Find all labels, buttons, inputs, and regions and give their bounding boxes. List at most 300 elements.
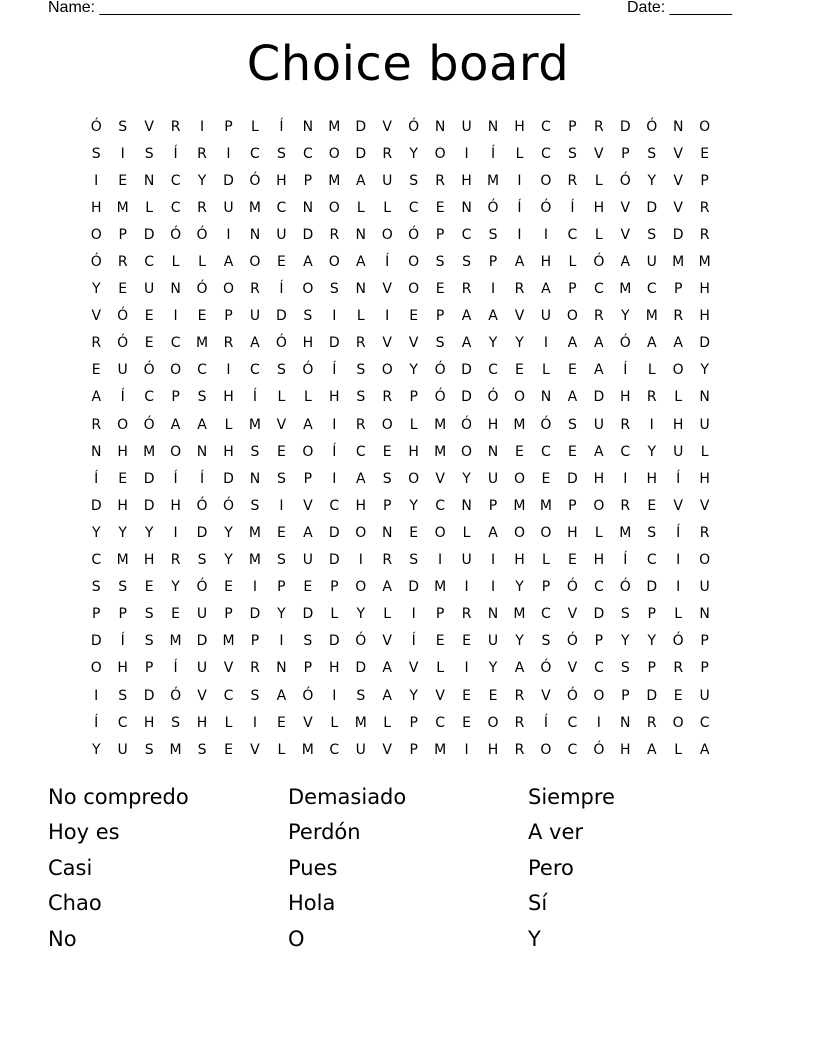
grid-cell: Y <box>144 524 154 541</box>
grid-cell: E <box>224 741 233 758</box>
grid-cell: M <box>328 172 341 189</box>
word-list-item: A ver <box>528 820 584 845</box>
grid-cell: S <box>329 281 339 298</box>
grid-cell: R <box>514 687 525 704</box>
grid-cell: S <box>409 172 419 189</box>
grid-cell: L <box>594 524 603 541</box>
grid-cell: S <box>91 579 101 596</box>
grid-cell: R <box>593 308 604 325</box>
grid-cell: I <box>332 308 337 325</box>
grid-cell: I <box>464 660 469 677</box>
grid-cell: M <box>248 199 261 216</box>
grid-cell: R <box>250 281 260 298</box>
grid-cell: A <box>382 579 392 596</box>
word-list-item: Perdón <box>288 820 361 845</box>
grid-row <box>83 276 718 303</box>
grid-cell: I <box>464 145 469 162</box>
grid-cell: E <box>144 335 154 352</box>
grid-cell: E <box>567 552 577 569</box>
grid-cell: N <box>276 660 287 677</box>
grid-cell: Y <box>515 579 524 596</box>
grid-cell: H <box>329 660 340 677</box>
grid-cell: Í <box>199 470 205 487</box>
grid-cell: M <box>434 443 447 460</box>
grid-cell: Í <box>517 199 522 216</box>
grid-cell: L <box>515 145 524 162</box>
grid-cell: L <box>251 118 259 135</box>
grid-cell: H <box>329 389 340 406</box>
grid-cell: N <box>699 389 710 406</box>
grid-cell: N <box>143 172 155 189</box>
page-title: Choice board <box>246 36 570 92</box>
grid-cell: I <box>490 579 496 596</box>
grid-cell: A <box>646 741 657 758</box>
grid-cell: S <box>382 470 392 487</box>
grid-cell: O <box>566 308 578 325</box>
grid-cell: A <box>594 443 604 460</box>
grid-cell: P <box>224 118 233 135</box>
grid-cell: D <box>223 172 234 189</box>
grid-cell: N <box>170 281 181 298</box>
grid-cell: Y <box>197 172 207 189</box>
grid-cell: E <box>567 443 577 460</box>
grid-cell: L <box>277 741 286 758</box>
word-search-grid <box>83 113 718 763</box>
grid-cell: R <box>197 199 207 216</box>
grid-cell: P <box>382 497 392 514</box>
grid-cell: A <box>197 416 207 433</box>
word-list-item: Sí <box>528 891 548 916</box>
grid-cell: H <box>487 416 499 433</box>
grid-cell: Y <box>621 308 630 325</box>
grid-cell: C <box>435 497 445 514</box>
grid-cell: V <box>435 687 445 704</box>
grid-cell: C <box>567 226 578 243</box>
grid-row <box>83 601 718 628</box>
grid-cell: D <box>672 226 684 243</box>
grid-cell: A <box>541 281 551 298</box>
grid-cell: Í <box>173 145 178 162</box>
grid-cell: Ó <box>196 579 208 596</box>
grid-cell: Ó <box>408 226 420 243</box>
grid-cell: O <box>461 443 473 460</box>
grid-cell: M <box>513 416 526 433</box>
grid-cell: P <box>594 633 604 650</box>
grid-cell: C <box>91 552 102 569</box>
grid-cell: Ó <box>619 335 631 352</box>
grid-cell: D <box>90 633 102 650</box>
grid-cell: Y <box>647 172 657 189</box>
grid-row <box>83 655 718 682</box>
grid-cell: C <box>541 606 551 623</box>
grid-cell: E <box>224 579 233 596</box>
grid-cell: A <box>461 335 472 352</box>
grid-cell: P <box>673 281 683 298</box>
grid-cell: M <box>672 254 685 271</box>
grid-cell: Y <box>356 606 366 623</box>
grid-cell: I <box>120 145 125 162</box>
grid-cell: Í <box>279 281 284 298</box>
word-list-item: Pues <box>288 855 338 880</box>
grid-cell: D <box>566 470 578 487</box>
grid-cell: S <box>435 335 445 352</box>
grid-cell: O <box>381 362 393 379</box>
grid-cell: N <box>381 524 393 541</box>
grid-cell: R <box>620 416 631 433</box>
grid-cell: E <box>276 714 286 731</box>
grid-cell: D <box>143 470 155 487</box>
grid-cell: I <box>490 281 496 298</box>
grid-cell: D <box>355 145 367 162</box>
grid-row <box>83 248 718 275</box>
grid-row <box>83 140 718 167</box>
grid-cell: Ó <box>487 389 499 406</box>
grid-cell: Í <box>676 524 681 541</box>
grid-cell: Y <box>91 741 101 758</box>
grid-cell: O <box>672 714 684 731</box>
grid-cell: H <box>567 524 578 541</box>
grid-cell: I <box>226 226 231 243</box>
grid-cell: S <box>462 254 472 271</box>
grid-cell: C <box>593 660 604 677</box>
grid-cell: R <box>593 118 604 135</box>
word-list-item: Hoy es <box>48 820 120 845</box>
grid-cell: S <box>250 497 260 514</box>
grid-cell: S <box>197 389 207 406</box>
grid-cell: E <box>382 443 392 460</box>
grid-cell: P <box>435 606 445 623</box>
grid-cell: Y <box>647 633 657 650</box>
grid-cell: E <box>700 145 710 162</box>
grid-cell: Ó <box>593 741 605 758</box>
grid-cell: E <box>541 470 551 487</box>
grid-cell: H <box>117 497 128 514</box>
grid-cell: H <box>117 443 128 460</box>
grid-cell: M <box>248 552 261 569</box>
grid-cell: C <box>541 118 551 135</box>
grid-cell: H <box>699 281 710 298</box>
grid-cell: C <box>117 714 128 731</box>
grid-cell: A <box>567 335 578 352</box>
grid-cell: D <box>143 687 155 704</box>
grid-cell: C <box>329 741 340 758</box>
grid-cell: E <box>435 281 445 298</box>
grid-cell: M <box>195 335 209 352</box>
grid-cell: P <box>647 660 656 677</box>
grid-cell: A <box>620 254 631 271</box>
grid-cell: V <box>408 335 419 352</box>
grid-cell: U <box>673 443 684 460</box>
grid-row <box>83 709 718 736</box>
grid-cell: D <box>223 470 234 487</box>
grid-cell: Í <box>94 470 99 487</box>
grid-row <box>83 330 718 357</box>
grid-cell: H <box>276 172 287 189</box>
grid-cell: U <box>144 281 155 298</box>
grid-cell: H <box>593 199 605 216</box>
grid-cell: H <box>593 470 605 487</box>
grid-cell: O <box>90 660 102 677</box>
grid-cell: O <box>381 226 393 243</box>
grid-cell: V <box>567 606 578 623</box>
grid-cell: I <box>279 497 284 514</box>
grid-cell: Y <box>647 443 657 460</box>
grid-cell: I <box>385 308 390 325</box>
grid-cell: A <box>355 172 366 189</box>
grid-cell: U <box>276 226 287 243</box>
grid-row <box>83 547 718 574</box>
grid-cell: N <box>540 389 552 406</box>
grid-cell: A <box>382 660 392 677</box>
grid-cell: C <box>250 362 260 379</box>
grid-cell: H <box>620 741 631 758</box>
grid-cell: A <box>223 254 234 271</box>
grid-cell: E <box>118 172 128 189</box>
grid-cell: P <box>224 606 233 623</box>
grid-cell: P <box>277 579 286 596</box>
grid-cell: E <box>118 281 128 298</box>
grid-cell: O <box>513 470 525 487</box>
grid-cell: S <box>197 552 207 569</box>
grid-cell: L <box>383 199 392 216</box>
grid-cell: V <box>541 687 551 704</box>
grid-cell: L <box>542 362 550 379</box>
grid-cell: N <box>249 470 261 487</box>
grid-cell: S <box>250 687 260 704</box>
grid-cell: C <box>646 552 657 569</box>
grid-cell: D <box>328 552 340 569</box>
grid-cell: O <box>513 389 525 406</box>
grid-cell: L <box>303 389 312 406</box>
grid-cell: U <box>382 172 393 189</box>
word-list-item: Demasiado <box>288 784 407 809</box>
grid-cell: I <box>173 524 178 541</box>
grid-cell: U <box>355 741 366 758</box>
grid-cell: E <box>488 687 498 704</box>
word-list-item: Pero <box>528 855 574 880</box>
grid-cell: U <box>249 308 261 325</box>
grid-cell: C <box>620 443 631 460</box>
grid-cell: O <box>699 118 711 135</box>
grid-cell: V <box>699 497 710 514</box>
grid-row <box>83 113 718 140</box>
grid-cell: L <box>568 254 577 271</box>
grid-cell: P <box>330 579 339 596</box>
grid-cell: R <box>355 416 366 433</box>
grid-cell: H <box>90 199 102 216</box>
grid-cell: S <box>620 660 630 677</box>
grid-cell: C <box>567 714 578 731</box>
grid-cell: I <box>464 579 469 596</box>
grid-cell: N <box>487 443 499 460</box>
grid-cell: L <box>674 741 683 758</box>
grid-cell: O <box>302 443 314 460</box>
grid-cell: H <box>355 497 367 514</box>
grid-cell: R <box>170 552 181 569</box>
grid-cell: O <box>540 524 552 541</box>
grid-cell: O <box>381 416 393 433</box>
grid-cell: C <box>593 281 604 298</box>
grid-cell: C <box>144 254 155 271</box>
grid-cell: R <box>646 714 657 731</box>
grid-cell: Y <box>462 470 471 487</box>
grid-cell: P <box>700 172 709 189</box>
grid-cell: U <box>461 552 472 569</box>
grid-cell: A <box>303 416 313 433</box>
grid-cell: I <box>226 145 231 162</box>
grid-cell: S <box>250 443 260 460</box>
grid-cell: M <box>513 606 526 623</box>
grid-cell: S <box>567 145 577 162</box>
grid-cell: C <box>699 714 710 731</box>
grid-cell: E <box>462 687 471 704</box>
grid-cell: E <box>144 579 154 596</box>
grid-cell: U <box>196 606 208 623</box>
grid-cell: A <box>250 335 260 352</box>
grid-cell: Y <box>91 524 101 541</box>
grid-cell: D <box>302 226 314 243</box>
grid-cell: R <box>382 145 393 162</box>
grid-cell: D <box>90 497 102 514</box>
grid-cell: N <box>461 497 472 514</box>
grid-cell: Y <box>224 552 233 569</box>
grid-cell: R <box>355 335 366 352</box>
grid-cell: H <box>593 552 605 569</box>
grid-cell: P <box>621 687 630 704</box>
grid-cell: L <box>330 606 339 623</box>
grid-cell: H <box>514 552 525 569</box>
grid-cell: Ó <box>540 416 552 433</box>
grid-cell: Ó <box>196 226 208 243</box>
grid-cell: I <box>226 362 231 379</box>
grid-cell: M <box>116 199 129 216</box>
word-list-item: O <box>288 926 305 951</box>
grid-cell: S <box>303 633 313 650</box>
grid-cell: N <box>699 606 710 623</box>
grid-cell: H <box>143 714 155 731</box>
grid-cell: I <box>252 579 258 596</box>
grid-cell: M <box>169 633 182 650</box>
grid-cell: P <box>568 497 577 514</box>
grid-cell: C <box>593 579 604 596</box>
grid-cell: Y <box>488 660 498 677</box>
grid-cell: L <box>542 552 550 569</box>
grid-cell: P <box>303 172 313 189</box>
grid-cell: E <box>462 714 471 731</box>
grid-cell: N <box>434 118 446 135</box>
grid-cell: R <box>699 524 710 541</box>
grid-cell: Y <box>409 145 418 162</box>
grid-cell: N <box>90 443 102 460</box>
grid-cell: E <box>118 470 128 487</box>
grid-cell: P <box>700 633 709 650</box>
grid-cell: Í <box>623 362 628 379</box>
grid-cell: E <box>435 633 445 650</box>
grid-cell: Ó <box>619 579 631 596</box>
grid-cell: N <box>302 199 314 216</box>
grid-cell: P <box>409 741 418 758</box>
grid-cell: R <box>382 552 393 569</box>
grid-cell: E <box>409 524 419 541</box>
grid-cell: Ó <box>540 660 552 677</box>
grid-cell: S <box>118 579 128 596</box>
grid-cell: U <box>223 199 234 216</box>
grid-cell: I <box>464 741 469 758</box>
grid-cell: M <box>328 118 341 135</box>
grid-row <box>83 628 718 655</box>
grid-cell: P <box>250 633 260 650</box>
grid-cell: Ó <box>143 362 155 379</box>
grid-row <box>83 411 718 438</box>
grid-cell: S <box>91 145 101 162</box>
grid-cell: A <box>303 524 313 541</box>
grid-cell: R <box>514 741 525 758</box>
grid-cell: U <box>699 579 710 596</box>
grid-cell: D <box>355 660 367 677</box>
grid-cell: D <box>328 335 340 352</box>
grid-cell: D <box>646 687 658 704</box>
grid-cell: M <box>248 416 261 433</box>
grid-cell: M <box>619 281 632 298</box>
grid-cell: P <box>568 118 577 135</box>
grid-cell: L <box>647 362 656 379</box>
grid-cell: S <box>144 741 154 758</box>
grid-cell: S <box>620 606 630 623</box>
grid-cell: V <box>144 118 154 135</box>
grid-cell: U <box>487 470 499 487</box>
grid-cell: Í <box>543 714 548 731</box>
grid-cell: A <box>91 389 102 406</box>
grid-cell: Ó <box>566 687 578 704</box>
grid-cell: Ó <box>566 633 578 650</box>
grid-cell: V <box>382 118 392 135</box>
grid-cell: P <box>171 389 180 406</box>
grid-cell: D <box>276 308 287 325</box>
grid-cell: R <box>329 226 340 243</box>
grid-cell: A <box>355 254 366 271</box>
grid-cell: Í <box>623 552 628 569</box>
grid-cell: N <box>487 606 499 623</box>
grid-cell: O <box>408 281 420 298</box>
grid-cell: N <box>620 714 631 731</box>
grid-cell: P <box>118 226 127 243</box>
grid-cell: M <box>698 254 711 271</box>
grid-cell: Ó <box>170 687 182 704</box>
grid-cell: I <box>94 687 99 704</box>
grid-cell: L <box>594 226 603 243</box>
grid-cell: I <box>199 118 205 135</box>
grid-cell: C <box>408 199 419 216</box>
grid-cell: O <box>355 524 367 541</box>
grid-cell: Í <box>120 633 125 650</box>
grid-cell: L <box>277 389 286 406</box>
grid-cell: E <box>276 254 286 271</box>
grid-cell: I <box>358 552 363 569</box>
grid-cell: S <box>303 308 313 325</box>
grid-cell: Y <box>700 362 709 379</box>
grid-cell: Ó <box>196 281 208 298</box>
grid-cell: C <box>276 199 287 216</box>
grid-cell: E <box>303 579 313 596</box>
grid-cell: A <box>170 416 181 433</box>
grid-cell: A <box>594 335 604 352</box>
grid-cell: E <box>567 362 577 379</box>
grid-cell: P <box>488 497 498 514</box>
grid-cell: Ó <box>117 335 129 352</box>
grid-cell: I <box>623 470 628 487</box>
grid-cell: R <box>117 254 128 271</box>
grid-cell: O <box>408 470 420 487</box>
